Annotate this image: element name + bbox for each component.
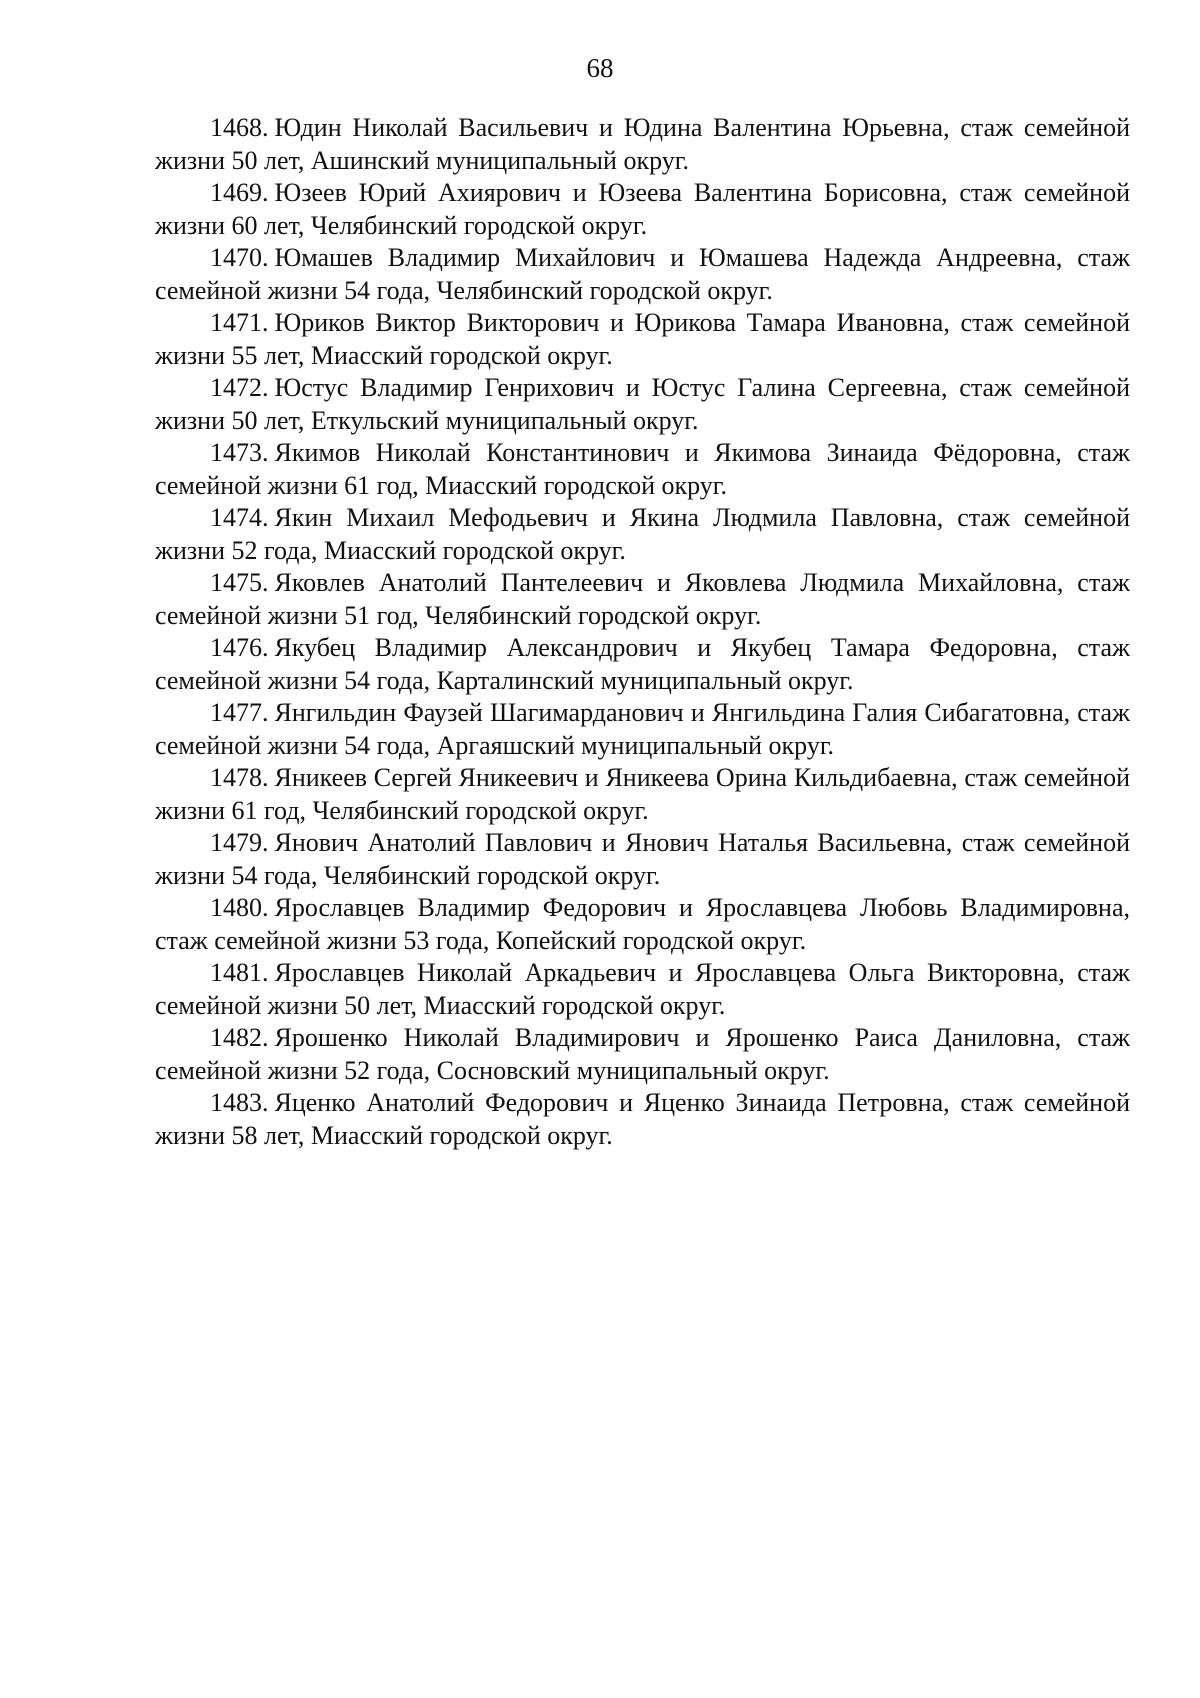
entry-number: 1469. (210, 178, 269, 207)
entry-number: 1480. (210, 893, 269, 922)
entry-text: Якубец Владимир Александрович и Якубец Тамара Федоровна, стаж семейной жизни 54 года, Карталинский муниципальный округ. (155, 633, 1130, 695)
list-entry (155, 892, 1130, 957)
entry-number: 1476. (210, 633, 269, 662)
list-entry (155, 762, 1130, 827)
entry-number: 1474. (210, 503, 269, 532)
entry-number: 1482. (210, 1023, 269, 1052)
list-entry (155, 437, 1130, 502)
page-number: 68 (586, 53, 614, 83)
entry-number: 1478. (210, 763, 269, 792)
entry-text: Ярошенко Николай Владимирович и Ярошенко Раиса Даниловна, стаж семейной жизни 52 года, Сосновский муниципальный округ. (155, 1023, 1130, 1085)
list-entry (155, 632, 1130, 697)
list-entry (155, 307, 1130, 372)
list-entry (155, 502, 1130, 567)
entry-text: Яценко Анатолий Федорович и Яценко Зинаида Петровна, стаж семейной жизни 58 лет, Миасский городской округ. (155, 1088, 1130, 1150)
entry-number: 1479. (210, 828, 269, 857)
entry-number: 1473. (210, 438, 269, 467)
entry-list (155, 112, 1130, 1152)
entry-text: Яковлев Анатолий Пантелеевич и Яковлева Людмила Михайловна, стаж семейной жизни 51 год, Челябинский городской округ. (155, 568, 1130, 630)
list-entry (155, 697, 1130, 762)
entry-number: 1475. (210, 568, 269, 597)
list-entry (155, 827, 1130, 892)
entry-number: 1471. (210, 308, 269, 337)
list-entry (155, 567, 1130, 632)
entry-text: Юриков Виктор Викторович и Юрикова Тамара Ивановна, стаж семейной жизни 55 лет, Миасский городской округ. (155, 308, 1130, 370)
entry-number: 1477. (210, 698, 269, 727)
entry-number: 1472. (210, 373, 269, 402)
entry-text: Якин Михаил Мефодьевич и Якина Людмила Павловна, стаж семейной жизни 52 года, Миасский городской округ. (155, 503, 1130, 565)
list-entry (155, 177, 1130, 242)
entry-text: Юмашев Владимир Михайлович и Юмашева Надежда Андреевна, стаж семейной жизни 54 года, Челябинский городской округ. (155, 243, 1130, 305)
entry-text: Юдин Николай Васильевич и Юдина Валентина Юрьевна, стаж семейной жизни 50 лет, Ашинский муниципальный округ. (155, 113, 1130, 175)
entry-text: Яникеев Сергей Яникеевич и Яникеева Орина Кильдибаевна, стаж семейной жизни 61 год, Челябинский городской округ. (155, 763, 1130, 825)
list-entry (155, 242, 1130, 307)
entry-text: Ярославцев Николай Аркадьевич и Ярославцева Ольга Викторовна, стаж семейной жизни 50 лет, Миасский городской округ. (155, 958, 1130, 1020)
entry-number: 1483. (210, 1088, 269, 1117)
entry-text: Якимов Николай Константинович и Якимова Зинаида Фёдоровна, стаж семейной жизни 61 год, Миасский городской округ. (155, 438, 1130, 500)
list-entry (155, 1022, 1130, 1087)
list-entry (155, 957, 1130, 1022)
entry-text: Юстус Владимир Генрихович и Юстус Галина Сергеевна, стаж семейной жизни 50 лет, Еткульский муниципальный округ. (155, 373, 1130, 435)
entry-text: Янович Анатолий Павлович и Янович Наталья Васильевна, стаж семейной жизни 54 года, Челябинский городской округ. (155, 828, 1130, 890)
entry-number: 1468. (210, 113, 269, 142)
entry-number: 1481. (210, 958, 269, 987)
entry-text: Ярославцев Владимир Федорович и Ярославцева Любовь Владимировна, стаж семейной жизни 53 года, Копейский городской округ. (155, 893, 1130, 955)
entry-number: 1470. (210, 243, 269, 272)
list-entry (155, 1087, 1130, 1152)
list-entry (155, 112, 1130, 177)
entry-text: Янгильдин Фаузей Шагимарданович и Янгильдина Галия Сибагатовна, стаж семейной жизни 54 года, Аргаяшский муниципальный округ. (155, 698, 1130, 760)
entry-text: Юзеев Юрий Ахиярович и Юзеева Валентина Борисовна, стаж семейной жизни 60 лет, Челябинский городской округ. (155, 178, 1130, 240)
list-entry (155, 372, 1130, 437)
